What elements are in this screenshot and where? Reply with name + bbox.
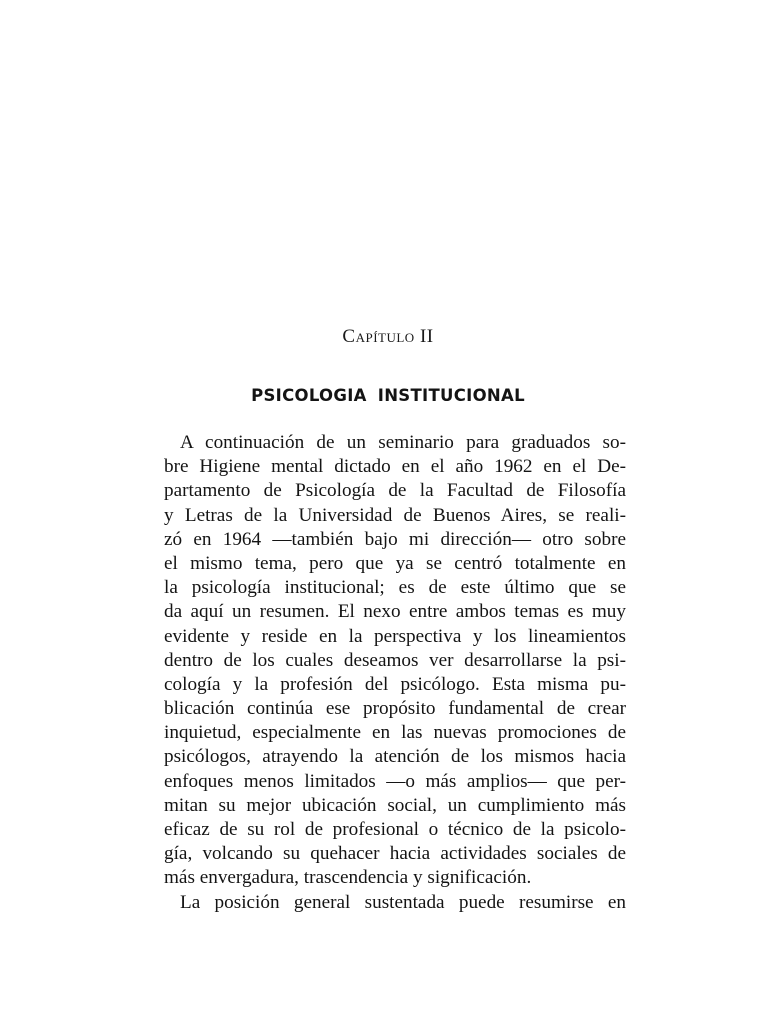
text-line: eficaz de su rol de profesional o técnico de la psicolo- xyxy=(164,819,626,840)
text-line: evidente y reside en la perspectiva y los lineamientos xyxy=(164,625,626,647)
text-line: La posición general sustentada puede resumirse en xyxy=(180,891,626,913)
text-line: da aquí un resumen. El nexo entre ambos temas es muy xyxy=(164,601,626,623)
text-line: A continuación de un seminario para graduados so- xyxy=(180,432,626,453)
text-line: mitan su mejor ubicación social, un cumplimiento más xyxy=(164,794,626,816)
text-line: dentro de los cuales deseamos ver desarrollarse la psi- xyxy=(164,649,626,671)
text-line: gía, volcando su quehacer hacia actividades sociales de xyxy=(164,843,626,865)
chapter-title: PSICOLOGIA INSTITUCIONAL xyxy=(251,386,525,405)
text-line: el mismo tema, pero que ya se centró totalmente en xyxy=(164,552,626,574)
text-line: zó en 1964 —también bajo mi dirección— otro sobre xyxy=(164,528,626,550)
text-line: enfoques menos limitados —o más amplios— que per- xyxy=(164,770,626,792)
text-line: inquietud, especialmente en las nuevas promociones de xyxy=(164,722,626,744)
text-line: psicólogos, atrayendo la atención de los mismos hacia xyxy=(164,746,626,768)
chapter-prefix: Capítulo xyxy=(342,326,415,347)
chapter-number: II xyxy=(419,326,434,347)
text-line: blicación continúa ese propósito fundamental de crear xyxy=(164,698,626,720)
chapter-heading xyxy=(0,326,768,348)
text-line: partamento de Psicología de la Facultad de Filosofía xyxy=(164,480,626,502)
text-line: bre Higiene mental dictado en el año 1962 en el De- xyxy=(164,456,626,478)
body-text xyxy=(164,431,626,915)
text-line: y Letras de la Universidad de Buenos Aires, se reali- xyxy=(164,504,626,526)
text-line: más envergadura, trascendencia y significación. xyxy=(164,867,532,889)
text-line: la psicología institucional; es de este último que se xyxy=(164,577,626,599)
text-line: cología y la profesión del psicólogo. Esta misma pu- xyxy=(164,673,626,695)
